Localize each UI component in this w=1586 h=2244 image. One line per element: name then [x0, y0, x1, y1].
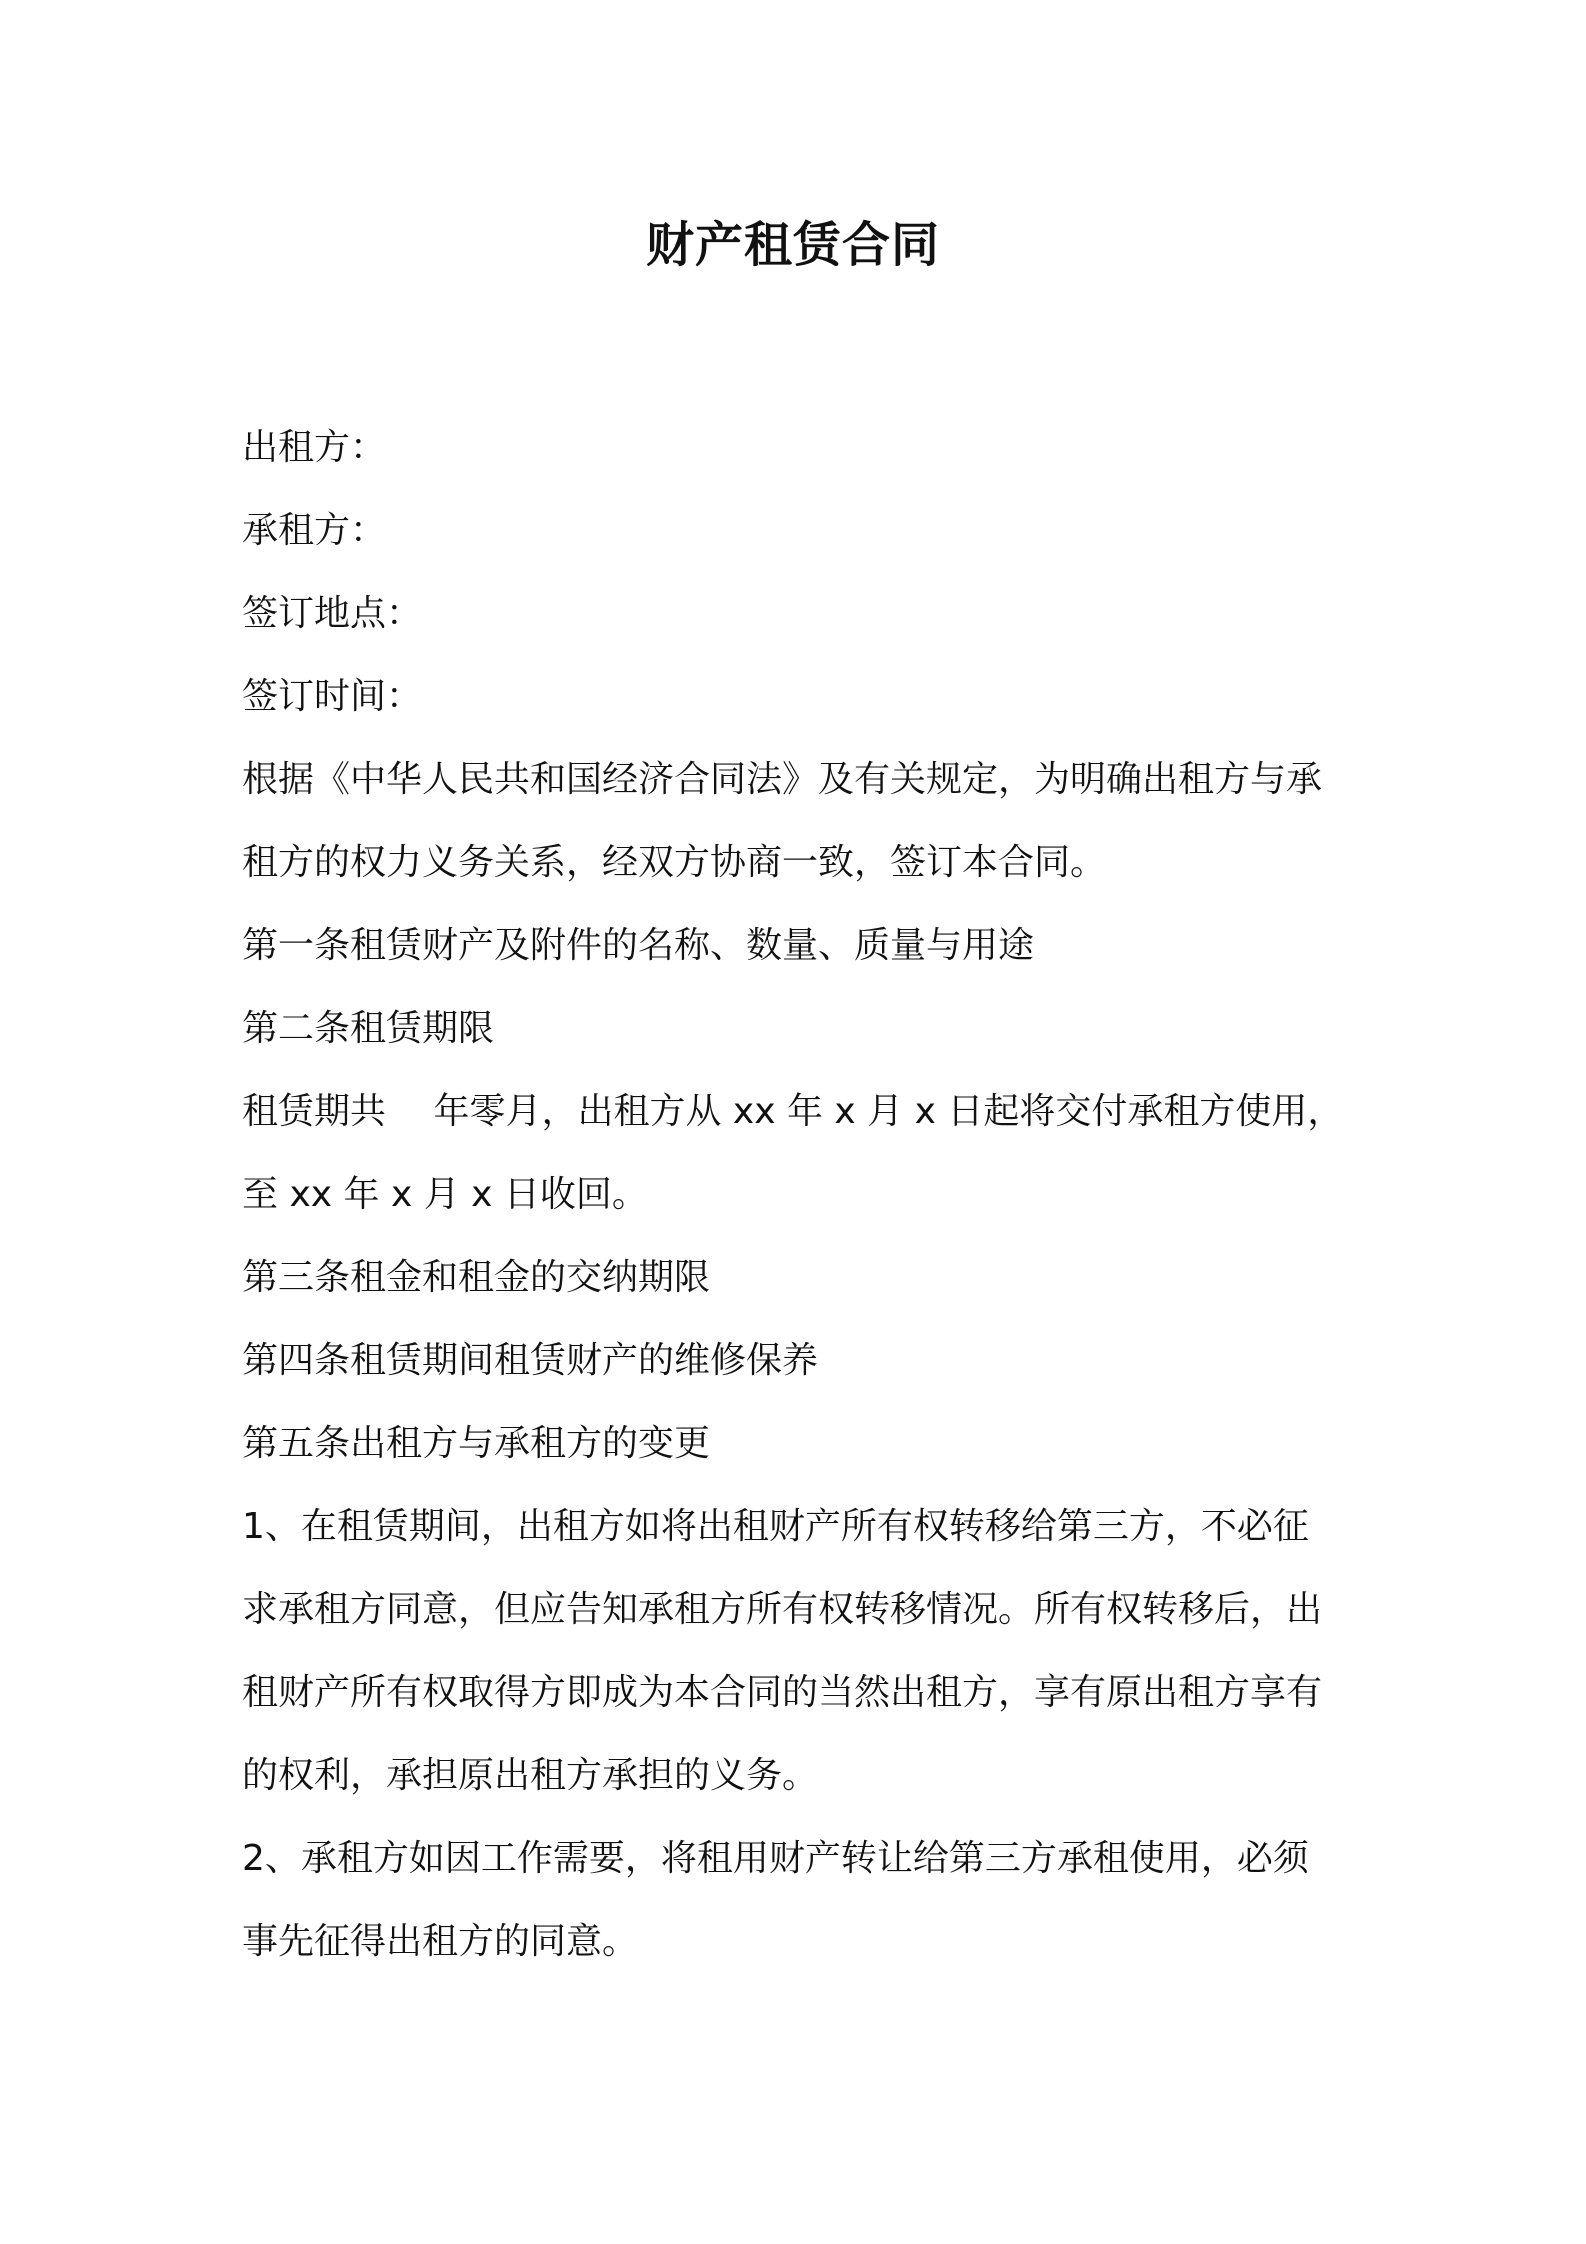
- document-body: [242, 406, 1362, 1983]
- document-title: 财产租赁合同: [645, 217, 940, 273]
- clause-1-line: 求承租方同意，但应告知承租方所有权转移情况。所有权转移后，出: [242, 1589, 1323, 1630]
- article-4-heading: 第四条租赁期间租赁财产的维修保养: [242, 1340, 819, 1381]
- clause-1-line: 租财产所有权取得方即成为本合同的当然出租方，享有原出租方享有: [242, 1672, 1323, 1713]
- lease-term-line: 至 xx 年 x 月 x 日收回。: [242, 1174, 648, 1215]
- signing-place-label: 签订地点：: [242, 593, 423, 634]
- preamble-line: 租方的权力义务关系，经双方协商一致，签订本合同。: [242, 842, 1107, 883]
- preamble-line: 根据《中华人民共和国经济合同法》及有关规定，为明确出租方与承: [242, 759, 1323, 800]
- clause-1-line: 1、在租赁期间，出租方如将出租财产所有权转移给第三方，不必征: [242, 1506, 1309, 1547]
- signing-time-label: 签订时间：: [242, 676, 423, 717]
- clause-2-line: 2、承租方如因工作需要，将租用财产转让给第三方承租使用，必须: [242, 1838, 1309, 1879]
- lease-term-line: 租赁期共 年零月，出租方从 xx 年 x 月 x 日起将交付承租方使用，: [242, 1091, 1344, 1132]
- article-1-heading: 第一条租赁财产及附件的名称、数量、质量与用途: [242, 925, 1035, 966]
- clause-1-line: 的权利，承担原出租方承担的义务。: [242, 1755, 819, 1796]
- article-5-heading: 第五条出租方与承租方的变更: [242, 1423, 711, 1464]
- lessor-field-label: 出租方：: [242, 427, 387, 468]
- clause-2-line: 事先征得出租方的同意。: [242, 1921, 639, 1962]
- article-3-heading: 第三条租金和租金的交纳期限: [242, 1257, 711, 1298]
- lessee-field-label: 承租方：: [242, 510, 387, 551]
- article-2-heading: 第二条租赁期限: [242, 1008, 495, 1049]
